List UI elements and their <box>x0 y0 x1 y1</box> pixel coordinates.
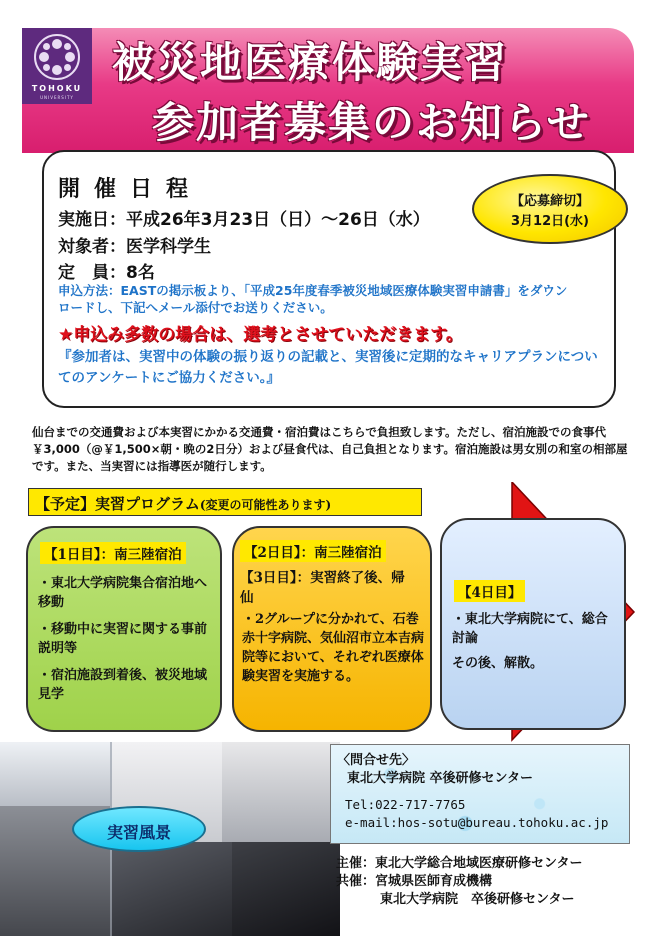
photo-caption: 実習風景 <box>106 823 171 842</box>
day4-item: ・東北大学病院にて、総合討論 <box>452 612 608 646</box>
deadline-label: 【応募締切】 <box>510 194 589 209</box>
logo-subtext: UNIVERSITY <box>40 95 74 100</box>
contact-org: 東北大学病院 卒後研修センター <box>347 771 534 786</box>
day2-3-card <box>232 526 432 732</box>
program-header-label: 【予定】実習プログラム(変更の可能性あります) <box>35 495 332 513</box>
application-method: 申込方法：EASTの掲示板より、「平成25年度春季被災地域医療体験実習申請書」をダウンロードし、下記へメール添付でお送りください。 <box>58 283 568 315</box>
day23-item: ・2グループに分かれて、石巻赤十字病院、気仙沼市立本吉病院等において、それぞれ医療体験実習を実施する。 <box>242 612 425 684</box>
photo-building <box>0 742 110 806</box>
event-capacity: 定 員：8名 <box>58 263 155 283</box>
contact-box <box>330 744 630 844</box>
contact-email[interactable]: e-mail:hos-sotu@bureau.tohoku.ac.jp <box>345 815 609 830</box>
event-dates: 実施日：平成26年3月23日（日）～26日（水） <box>58 210 430 230</box>
page-title-line1: 被災地医療体験実習 <box>112 38 509 87</box>
participant-request: 『参加者は、実習中の体験の振り返りの記載と、実習後に定期的なキャリアプランについてのアンケートにご協力ください。』 <box>58 349 598 386</box>
day1-tag: 【1日目】：南三陸宿泊 <box>40 542 186 564</box>
program-header <box>28 488 422 516</box>
logo-text: TOHOKU <box>31 84 83 93</box>
host-organization: 主催：東北大学総合地域医療研修センター <box>336 856 583 871</box>
page-title-line2: 参加者募集のお知らせ <box>152 98 591 147</box>
selection-notice: ★申込み多数の場合は、選考とさせていただきます。 <box>58 325 463 345</box>
photo-caption-badge <box>72 806 206 852</box>
event-heading: 開催日程 <box>58 177 203 202</box>
photo-staff <box>222 742 340 842</box>
day4-tag: 【4日目】 <box>454 580 525 602</box>
transport-note: 仙台までの交通費および本実習にかかる交通費・宿泊費はこちらで負担致します。ただし、宿泊施設での食事代￥3,000（@￥1,500×朝・晩の2日分）および昼食代は、自己負担となります。宿泊施設は男女別の和室の相部屋です。また、当実習には指導医が随行します。 <box>32 425 628 473</box>
day3-tag: 【3日目】：実習終了後、帰仙 <box>240 570 405 606</box>
cohost-organization: 共催：宮城県医師育成機構 <box>336 874 493 889</box>
day1-card <box>26 526 222 732</box>
contact-tel: Tel:022-717-7765 <box>345 797 466 812</box>
emblem-icon <box>34 34 80 80</box>
cohost-organization-2: 東北大学病院 卒後研修センター <box>380 892 575 907</box>
day4-item: その後、解散。 <box>452 656 544 671</box>
university-logo <box>22 28 92 104</box>
event-target: 対象者：医学科学生 <box>58 237 211 257</box>
deadline-badge <box>472 174 628 244</box>
deadline-date: 3月12日(水) <box>510 214 590 229</box>
day1-item: ・移動中に実習に関する事前説明等 <box>38 622 208 656</box>
day1-item: ・宿泊施設到着後、被災地域見学 <box>38 668 208 702</box>
photo-practice <box>112 842 232 936</box>
day2-tag: 【2日目】：南三陸宿泊 <box>240 540 386 562</box>
photo-lecture <box>232 842 340 936</box>
day4-card <box>440 518 626 730</box>
program-header-note: (変更の可能性あります) <box>199 498 332 512</box>
day1-item: ・東北大学病院集合宿泊地へ移動 <box>38 576 208 610</box>
contact-label: 〈問合せ先〉 <box>337 753 416 768</box>
